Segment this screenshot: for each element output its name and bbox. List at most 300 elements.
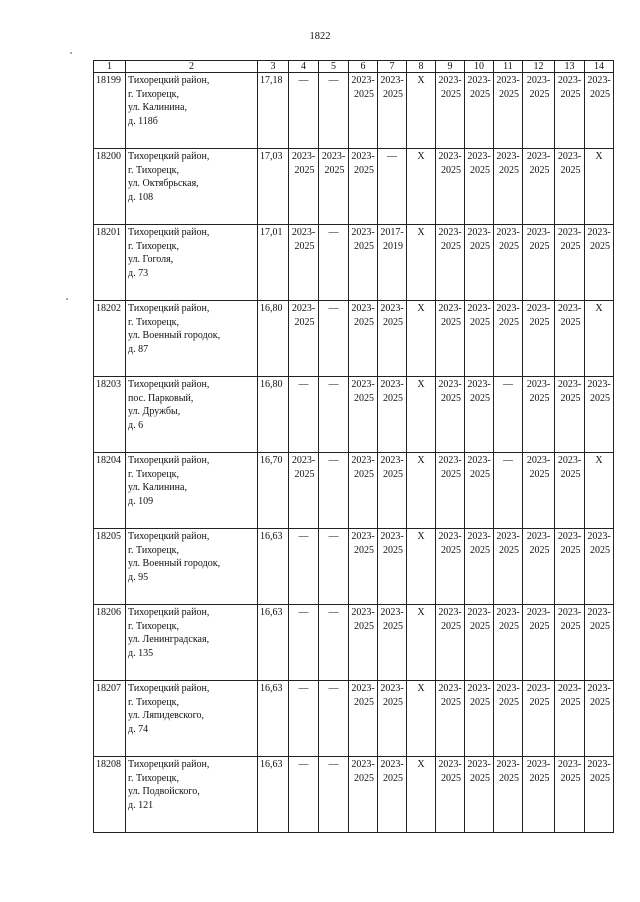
period-end: 2025 bbox=[441, 544, 461, 556]
empty-dash-c4: — bbox=[289, 681, 319, 757]
period-cell-c12 bbox=[523, 377, 555, 453]
address-line: Тихорецкий район, bbox=[128, 303, 210, 314]
period-start: 2023- bbox=[526, 531, 551, 542]
header-cell: 4 bbox=[289, 61, 319, 73]
period-start: 2023- bbox=[496, 683, 520, 694]
period-end: 2025 bbox=[470, 620, 490, 632]
period-end: 2025 bbox=[529, 696, 550, 708]
period-end: 2025 bbox=[529, 164, 550, 176]
not-applicable-mark-c14: X bbox=[585, 301, 614, 377]
header-cell: 14 bbox=[585, 61, 614, 73]
period-end: 2025 bbox=[441, 468, 461, 480]
period-start: 2023- bbox=[526, 379, 551, 390]
not-applicable-mark-c8: X bbox=[407, 453, 436, 529]
period-end: 2025 bbox=[529, 620, 550, 632]
period-cell-c6 bbox=[349, 453, 378, 529]
address-line: ул. Гоголя, bbox=[128, 254, 174, 265]
table-row bbox=[94, 225, 614, 301]
period-cell-c6 bbox=[349, 377, 378, 453]
period-end: 2025 bbox=[294, 164, 315, 176]
period-cell-c10 bbox=[465, 529, 494, 605]
period-end: 2025 bbox=[470, 696, 490, 708]
period-end: 2025 bbox=[499, 544, 519, 556]
period-start: 2023- bbox=[467, 683, 491, 694]
period-start: 2023- bbox=[526, 683, 551, 694]
period-end: 2025 bbox=[383, 468, 403, 480]
period-end: 2025 bbox=[590, 88, 610, 100]
not-applicable-mark-c8: X bbox=[407, 529, 436, 605]
address-line: Тихорецкий район, bbox=[128, 607, 210, 618]
address-line: ул. Калинина, bbox=[128, 102, 187, 113]
period-end: 2025 bbox=[441, 772, 461, 784]
period-start: 2023- bbox=[467, 455, 491, 466]
address-line: Тихорецкий район, bbox=[128, 531, 210, 542]
empty-dash-c5: — bbox=[319, 73, 349, 149]
area-cell: 17,03 bbox=[258, 149, 289, 225]
period-start: 2023- bbox=[526, 151, 551, 162]
period-end: 2025 bbox=[354, 392, 374, 404]
address-cell bbox=[126, 757, 258, 833]
period-end: 2025 bbox=[294, 468, 315, 480]
period-start: 2023- bbox=[557, 683, 582, 694]
period-start: 2023- bbox=[351, 531, 375, 542]
period-cell-c13 bbox=[555, 73, 585, 149]
period-cell-c14 bbox=[585, 681, 614, 757]
period-end: 2025 bbox=[499, 696, 519, 708]
address-line: г. Тихорецк, bbox=[128, 696, 179, 708]
table-row bbox=[94, 605, 614, 681]
period-start: 2023- bbox=[557, 75, 582, 86]
address-line: д. 135 bbox=[128, 647, 154, 659]
address-line: Тихорецкий район, bbox=[128, 683, 210, 694]
period-end: 2025 bbox=[441, 164, 461, 176]
address-line: д. 121 bbox=[128, 799, 154, 811]
period-cell-c11 bbox=[494, 605, 523, 681]
period-cell-c9 bbox=[436, 377, 465, 453]
period-cell-c6 bbox=[349, 529, 378, 605]
area-cell: 16,63 bbox=[258, 757, 289, 833]
period-start: 2023- bbox=[526, 759, 551, 770]
period-start: 2023- bbox=[438, 455, 462, 466]
period-start: 2023- bbox=[467, 303, 491, 314]
period-start: 2023- bbox=[438, 607, 462, 618]
period-cell-c12 bbox=[523, 529, 555, 605]
period-start: 2023- bbox=[291, 151, 316, 162]
address-line: д. 73 bbox=[128, 267, 149, 279]
address-line: г. Тихорецк, bbox=[128, 544, 179, 556]
address-line: д. 6 bbox=[128, 419, 144, 431]
area-cell: 16,80 bbox=[258, 301, 289, 377]
period-start: 2023- bbox=[467, 759, 491, 770]
area-cell: 16,70 bbox=[258, 453, 289, 529]
not-applicable-mark-c8: X bbox=[407, 377, 436, 453]
scan-speck bbox=[66, 298, 68, 300]
period-cell-c13 bbox=[555, 605, 585, 681]
period-start: 2023- bbox=[526, 303, 551, 314]
period-cell-c13 bbox=[555, 681, 585, 757]
header-cell: 7 bbox=[378, 61, 407, 73]
period-cell-c9 bbox=[436, 529, 465, 605]
period-end: 2025 bbox=[441, 88, 461, 100]
address-cell bbox=[126, 453, 258, 529]
period-cell-c9 bbox=[436, 149, 465, 225]
period-cell-c11 bbox=[494, 225, 523, 301]
period-start: 2023- bbox=[321, 151, 346, 162]
period-end: 2025 bbox=[470, 88, 490, 100]
period-start: 2023- bbox=[496, 759, 520, 770]
period-start: 2023- bbox=[587, 379, 611, 390]
period-end: 2025 bbox=[383, 772, 403, 784]
table-row bbox=[94, 73, 614, 149]
address-line: ул. Военный городок, bbox=[128, 558, 221, 569]
period-start: 2023- bbox=[351, 75, 375, 86]
table-body bbox=[94, 61, 614, 833]
period-cell-c6 bbox=[349, 225, 378, 301]
period-cell-c14 bbox=[585, 377, 614, 453]
period-start: 2023- bbox=[351, 303, 375, 314]
header-cell: 9 bbox=[436, 61, 465, 73]
period-start: 2023- bbox=[587, 607, 611, 618]
period-end: 2025 bbox=[354, 544, 374, 556]
period-cell-c12 bbox=[523, 757, 555, 833]
period-start: 2023- bbox=[291, 303, 316, 314]
empty-dash-c5: — bbox=[319, 757, 349, 833]
address-line: д. 95 bbox=[128, 571, 149, 583]
period-cell-c4 bbox=[289, 301, 319, 377]
period-start: 2023- bbox=[557, 455, 582, 466]
period-cell-c12 bbox=[523, 149, 555, 225]
period-cell-c13 bbox=[555, 225, 585, 301]
period-end: 2025 bbox=[529, 392, 550, 404]
period-end: 2025 bbox=[499, 88, 519, 100]
area-cell: 17,18 bbox=[258, 73, 289, 149]
period-cell-c14 bbox=[585, 757, 614, 833]
period-cell-c13 bbox=[555, 757, 585, 833]
period-end: 2025 bbox=[441, 392, 461, 404]
period-end: 2025 bbox=[560, 468, 581, 480]
period-end: 2025 bbox=[590, 620, 610, 632]
period-start: 2023- bbox=[557, 227, 582, 238]
not-applicable-mark-c8: X bbox=[407, 757, 436, 833]
empty-dash-c4: — bbox=[289, 605, 319, 681]
period-end: 2025 bbox=[529, 88, 550, 100]
period-cell-c10 bbox=[465, 453, 494, 529]
period-end: 2025 bbox=[590, 772, 610, 784]
period-cell-c13 bbox=[555, 453, 585, 529]
period-end: 2025 bbox=[470, 544, 490, 556]
record-number-cell: 18208 bbox=[94, 757, 126, 833]
header-cell: 8 bbox=[407, 61, 436, 73]
page-number: 1822 bbox=[309, 31, 331, 42]
period-end: 2025 bbox=[441, 620, 461, 632]
address-line: г. Тихорецк, bbox=[128, 164, 179, 176]
period-cell-c9 bbox=[436, 605, 465, 681]
period-cell-c11 bbox=[494, 73, 523, 149]
period-cell-c14 bbox=[585, 605, 614, 681]
period-cell-c7 bbox=[378, 757, 407, 833]
period-start: 2023- bbox=[380, 759, 404, 770]
period-end: 2025 bbox=[470, 392, 490, 404]
period-end: 2025 bbox=[441, 240, 461, 252]
record-number-cell: 18207 bbox=[94, 681, 126, 757]
address-line: г. Тихорецк, bbox=[128, 468, 179, 480]
period-cell-c10 bbox=[465, 73, 494, 149]
period-end: 2025 bbox=[470, 316, 490, 328]
area-cell: 17,01 bbox=[258, 225, 289, 301]
address-cell bbox=[126, 681, 258, 757]
period-start: 2023- bbox=[526, 227, 551, 238]
period-end: 2025 bbox=[383, 316, 403, 328]
period-end: 2025 bbox=[590, 240, 610, 252]
address-cell bbox=[126, 225, 258, 301]
period-cell-c6 bbox=[349, 757, 378, 833]
period-end: 2025 bbox=[470, 772, 490, 784]
period-end: 2025 bbox=[590, 392, 610, 404]
period-cell-c7 bbox=[378, 681, 407, 757]
period-cell-c14 bbox=[585, 529, 614, 605]
table-row bbox=[94, 377, 614, 453]
period-end: 2025 bbox=[529, 316, 550, 328]
period-start: 2017- bbox=[380, 227, 404, 238]
period-start: 2023- bbox=[496, 531, 520, 542]
address-cell bbox=[126, 529, 258, 605]
address-line: ул. Военный городок, bbox=[128, 330, 221, 341]
period-end: 2025 bbox=[499, 240, 519, 252]
period-cell-c12 bbox=[523, 681, 555, 757]
table-row bbox=[94, 529, 614, 605]
period-end: 2025 bbox=[529, 240, 550, 252]
period-cell-c10 bbox=[465, 301, 494, 377]
period-end: 2025 bbox=[529, 544, 550, 556]
address-line: Тихорецкий район, bbox=[128, 75, 210, 86]
period-start: 2023- bbox=[380, 303, 404, 314]
period-cell-c4 bbox=[289, 149, 319, 225]
address-cell bbox=[126, 73, 258, 149]
table-row bbox=[94, 453, 614, 529]
period-end: 2025 bbox=[529, 772, 550, 784]
table-row bbox=[94, 681, 614, 757]
period-start: 2023- bbox=[557, 379, 582, 390]
period-start: 2023- bbox=[380, 531, 404, 542]
address-line: Тихорецкий район, bbox=[128, 759, 210, 770]
address-line: Тихорецкий район, bbox=[128, 379, 210, 390]
period-cell-c11 bbox=[494, 757, 523, 833]
period-cell-c12 bbox=[523, 225, 555, 301]
period-cell-c12 bbox=[523, 605, 555, 681]
record-number-cell: 18205 bbox=[94, 529, 126, 605]
period-cell-c4 bbox=[289, 225, 319, 301]
address-line: Тихорецкий район, bbox=[128, 151, 210, 162]
period-end: 2025 bbox=[383, 88, 403, 100]
address-line: ул. Дружбы, bbox=[128, 406, 181, 417]
empty-dash-c5: — bbox=[319, 377, 349, 453]
period-start: 2023- bbox=[380, 455, 404, 466]
period-start: 2023- bbox=[291, 455, 316, 466]
period-end: 2025 bbox=[560, 696, 581, 708]
period-cell-c7 bbox=[378, 301, 407, 377]
period-end: 2025 bbox=[560, 316, 581, 328]
period-cell-c7 bbox=[378, 73, 407, 149]
not-applicable-mark-c14: X bbox=[585, 453, 614, 529]
period-end: 2025 bbox=[354, 468, 374, 480]
period-end: 2025 bbox=[560, 164, 581, 176]
period-end: 2025 bbox=[294, 240, 315, 252]
period-cell-c6 bbox=[349, 605, 378, 681]
not-applicable-mark-c8: X bbox=[407, 149, 436, 225]
header-cell: 6 bbox=[349, 61, 378, 73]
empty-dash-c4: — bbox=[289, 377, 319, 453]
period-cell-c10 bbox=[465, 681, 494, 757]
period-cell-c10 bbox=[465, 225, 494, 301]
period-end: 2025 bbox=[441, 316, 461, 328]
address-line: д. 74 bbox=[128, 723, 149, 735]
record-number-cell: 18200 bbox=[94, 149, 126, 225]
period-end: 2025 bbox=[470, 164, 490, 176]
address-cell bbox=[126, 301, 258, 377]
address-line: д. 118б bbox=[128, 115, 158, 127]
period-cell-c9 bbox=[436, 73, 465, 149]
record-number-cell: 18201 bbox=[94, 225, 126, 301]
period-start: 2023- bbox=[557, 607, 582, 618]
not-applicable-mark-c8: X bbox=[407, 605, 436, 681]
period-start: 2023- bbox=[496, 607, 520, 618]
period-cell-c7 bbox=[378, 453, 407, 529]
period-cell-c13 bbox=[555, 301, 585, 377]
period-end: 2025 bbox=[590, 696, 610, 708]
period-end: 2025 bbox=[354, 88, 374, 100]
header-cell: 2 bbox=[126, 61, 258, 73]
column-number-row bbox=[94, 61, 614, 73]
period-start: 2023- bbox=[438, 531, 462, 542]
period-cell-c12 bbox=[523, 453, 555, 529]
period-start: 2023- bbox=[467, 151, 491, 162]
period-cell-c7 bbox=[378, 225, 407, 301]
not-applicable-mark-c8: X bbox=[407, 301, 436, 377]
address-line: г. Тихорецк, bbox=[128, 772, 179, 784]
period-end: 2025 bbox=[529, 468, 550, 480]
period-end: 2025 bbox=[470, 240, 490, 252]
empty-dash-c11: — bbox=[494, 377, 523, 453]
header-cell: 5 bbox=[319, 61, 349, 73]
period-start: 2023- bbox=[467, 227, 491, 238]
period-start: 2023- bbox=[380, 683, 404, 694]
period-end: 2025 bbox=[354, 164, 374, 176]
record-number-cell: 18204 bbox=[94, 453, 126, 529]
address-cell bbox=[126, 149, 258, 225]
period-start: 2023- bbox=[587, 227, 611, 238]
period-start: 2023- bbox=[438, 379, 462, 390]
record-number-cell: 18206 bbox=[94, 605, 126, 681]
not-applicable-mark-c14: X bbox=[585, 149, 614, 225]
period-end: 2025 bbox=[499, 164, 519, 176]
period-start: 2023- bbox=[351, 227, 375, 238]
period-cell-c12 bbox=[523, 301, 555, 377]
area-cell: 16,80 bbox=[258, 377, 289, 453]
period-start: 2023- bbox=[587, 683, 611, 694]
register-table bbox=[93, 60, 614, 833]
period-cell-c13 bbox=[555, 149, 585, 225]
not-applicable-mark-c8: X bbox=[407, 73, 436, 149]
period-cell-c12 bbox=[523, 73, 555, 149]
period-end: 2025 bbox=[590, 544, 610, 556]
scan-speck bbox=[70, 52, 72, 54]
period-start: 2023- bbox=[496, 303, 520, 314]
address-line: Тихорецкий район, bbox=[128, 455, 210, 466]
period-cell-c7 bbox=[378, 377, 407, 453]
period-start: 2023- bbox=[351, 455, 375, 466]
period-cell-c4 bbox=[289, 453, 319, 529]
period-start: 2023- bbox=[438, 759, 462, 770]
period-start: 2023- bbox=[438, 75, 462, 86]
record-number-cell: 18202 bbox=[94, 301, 126, 377]
period-start: 2023- bbox=[291, 227, 316, 238]
address-line: г. Тихорецк, bbox=[128, 88, 179, 100]
period-start: 2023- bbox=[557, 151, 582, 162]
period-cell-c9 bbox=[436, 225, 465, 301]
empty-dash-c4: — bbox=[289, 529, 319, 605]
period-end: 2025 bbox=[294, 316, 315, 328]
empty-dash-c4: — bbox=[289, 73, 319, 149]
period-cell-c11 bbox=[494, 529, 523, 605]
period-cell-c6 bbox=[349, 681, 378, 757]
table-row bbox=[94, 757, 614, 833]
address-line: пос. Парковый, bbox=[128, 392, 194, 404]
record-number-cell: 18199 bbox=[94, 73, 126, 149]
period-cell-c10 bbox=[465, 605, 494, 681]
period-end: 2025 bbox=[354, 620, 374, 632]
header-cell: 13 bbox=[555, 61, 585, 73]
period-start: 2023- bbox=[496, 227, 520, 238]
period-start: 2023- bbox=[587, 759, 611, 770]
period-end: 2025 bbox=[383, 544, 403, 556]
period-start: 2023- bbox=[438, 227, 462, 238]
period-end: 2025 bbox=[383, 620, 403, 632]
period-cell-c10 bbox=[465, 757, 494, 833]
period-start: 2023- bbox=[557, 759, 582, 770]
header-cell: 10 bbox=[465, 61, 494, 73]
period-start: 2023- bbox=[467, 379, 491, 390]
period-cell-c9 bbox=[436, 453, 465, 529]
period-cell-c9 bbox=[436, 757, 465, 833]
period-end: 2025 bbox=[560, 88, 581, 100]
period-end: 2019 bbox=[383, 240, 403, 252]
period-end: 2025 bbox=[560, 772, 581, 784]
address-line: ул. Подвойского, bbox=[128, 786, 200, 797]
period-cell-c6 bbox=[349, 73, 378, 149]
period-cell-c9 bbox=[436, 301, 465, 377]
empty-dash-c4: — bbox=[289, 757, 319, 833]
empty-dash-c5: — bbox=[319, 453, 349, 529]
address-line: Тихорецкий район, bbox=[128, 227, 210, 238]
not-applicable-mark-c8: X bbox=[407, 681, 436, 757]
table-row bbox=[94, 149, 614, 225]
period-end: 2025 bbox=[324, 164, 345, 176]
header-cell: 3 bbox=[258, 61, 289, 73]
period-start: 2023- bbox=[380, 75, 404, 86]
period-end: 2025 bbox=[499, 620, 519, 632]
period-cell-c6 bbox=[349, 149, 378, 225]
table-row bbox=[94, 301, 614, 377]
period-start: 2023- bbox=[438, 151, 462, 162]
period-start: 2023- bbox=[380, 379, 404, 390]
period-cell-c5 bbox=[319, 149, 349, 225]
period-end: 2025 bbox=[354, 316, 374, 328]
address-line: ул. Октябрьская, bbox=[128, 178, 199, 189]
period-end: 2025 bbox=[560, 240, 581, 252]
period-start: 2023- bbox=[351, 759, 375, 770]
address-line: ул. Ляпидевского, bbox=[128, 710, 204, 721]
period-start: 2023- bbox=[496, 151, 520, 162]
